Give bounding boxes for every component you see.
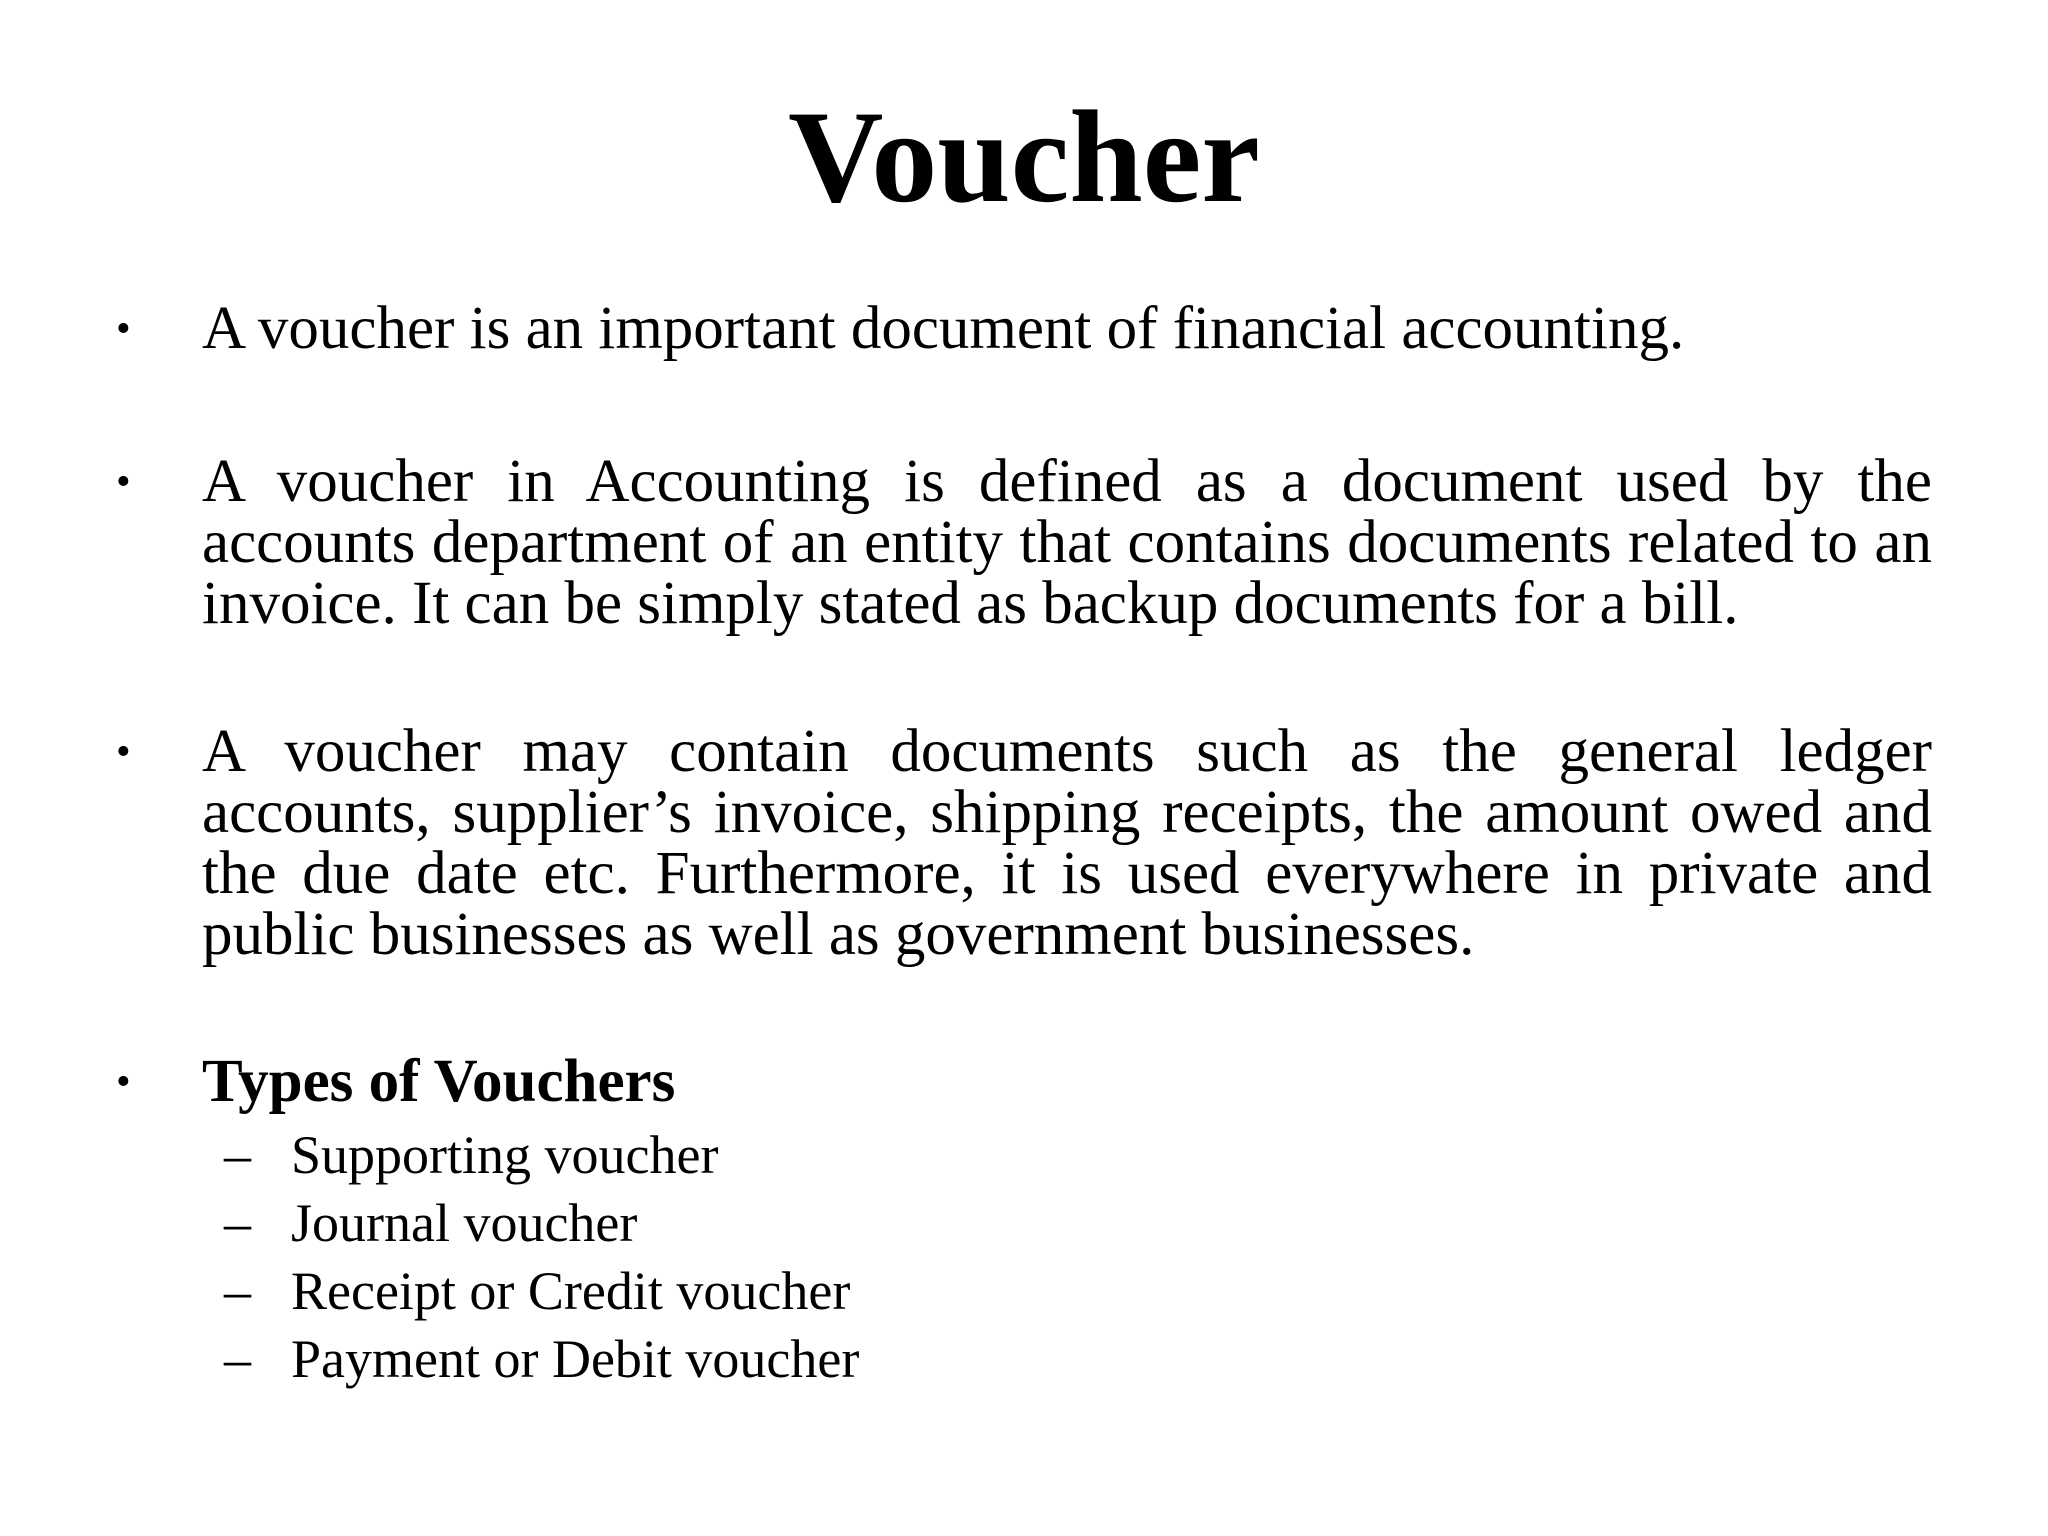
- voucher-type-item: [0, 1121, 1200, 1189]
- voucher-type-label: Receipt or Credit voucher: [291, 1261, 851, 1321]
- slide-title: Voucher: [788, 83, 1260, 230]
- voucher-type-item: [0, 1189, 1200, 1257]
- bullet-icon: •: [116, 1059, 131, 1105]
- bullet-text: A voucher in Accounting is defined as a document used by the accounts department of an entity that contains documents related to an invoice. It can be simply stated as backup documents for a bill.: [202, 448, 1932, 637]
- dash-icon: –: [224, 1125, 251, 1185]
- voucher-type-item: [0, 1257, 1200, 1325]
- voucher-type-label: Journal voucher: [291, 1193, 638, 1253]
- bullet-text: A voucher is an important document of financial accounting.: [202, 295, 1685, 362]
- types-heading: Types of Vouchers: [202, 1048, 676, 1115]
- dash-icon: –: [224, 1329, 251, 1389]
- voucher-type-label: Payment or Debit voucher: [291, 1329, 860, 1389]
- bullet-icon: •: [116, 306, 131, 352]
- voucher-type-item: [0, 1325, 1200, 1393]
- dash-icon: –: [224, 1193, 251, 1253]
- dash-icon: –: [224, 1261, 251, 1321]
- bullet-icon: •: [116, 729, 131, 775]
- bullet-text: A voucher may contain documents such as the general ledger accounts, supplier’s invoice, shipping receipts, the amount owed and the due date etc. Furthermore, it is used everywhere in private and public businesses as well as government businesses.: [202, 718, 1932, 968]
- voucher-type-label: Supporting voucher: [291, 1125, 719, 1185]
- bullet-icon: •: [116, 459, 131, 505]
